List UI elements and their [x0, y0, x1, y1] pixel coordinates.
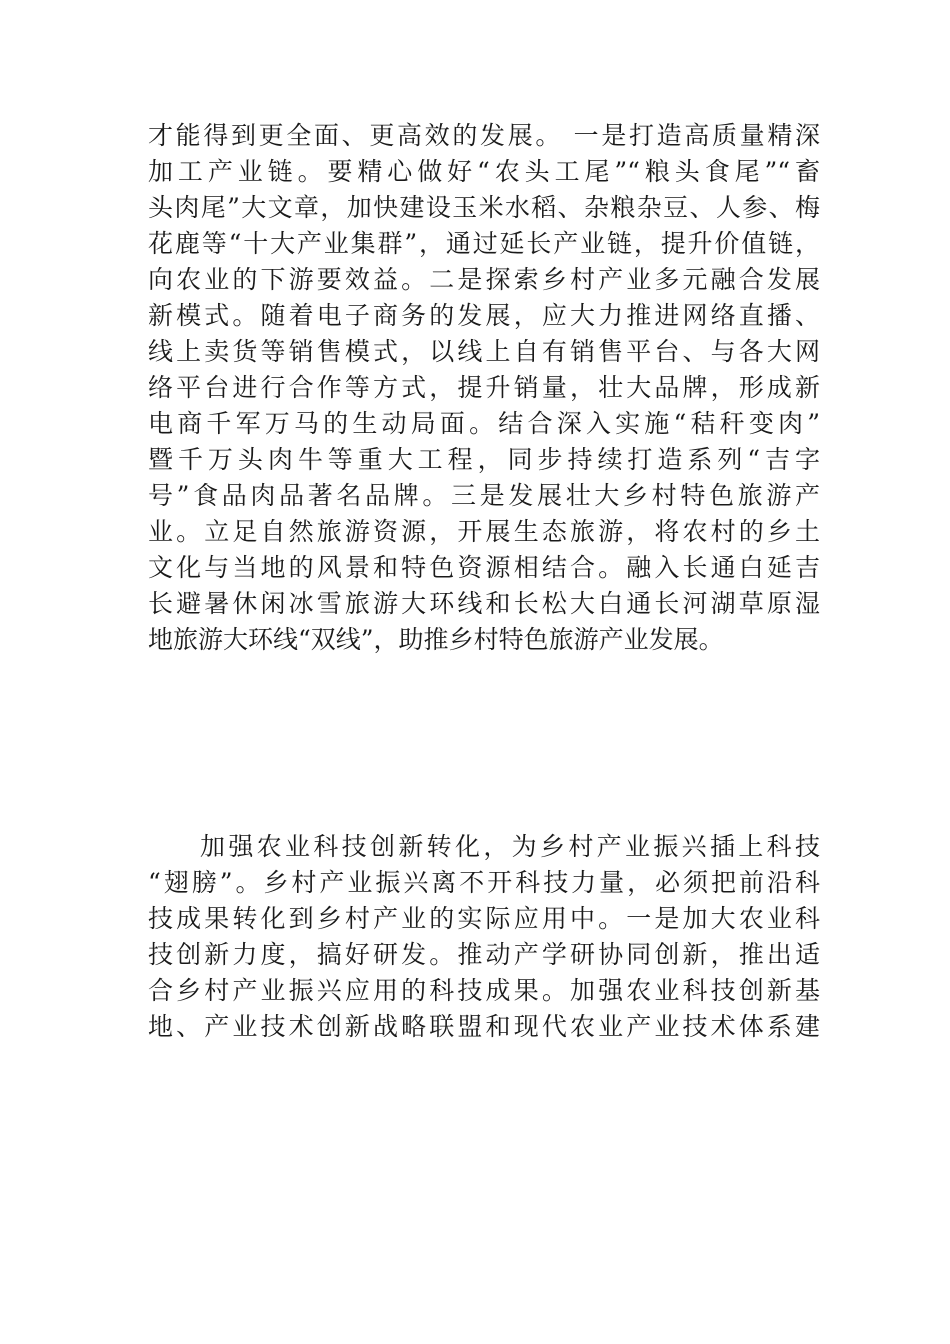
paragraph-line: 电商千军万马的生动局面。结合深入实施“秸秆变肉” — [148, 409, 820, 438]
paragraph-line: 技创新力度，搞好研发。推动产学研协同创新，推出适 — [148, 940, 820, 969]
paragraph-line: 号”食品肉品著名品牌。三是发展壮大乡村特色旅游产 — [148, 481, 820, 510]
paragraph-line: 加工产业链。要精心做好“农头工尾”“粮头食尾”“畜 — [148, 157, 820, 186]
paragraph-line: “翅膀”。乡村产业振兴离不开科技力量，必须把前沿科 — [148, 868, 820, 897]
paragraph-line: 暨千万头肉牛等重大工程，同步持续打造系列“吉字 — [148, 445, 820, 474]
paragraph-line: 络平台进行合作等方式，提升销量，壮大品牌，形成新 — [148, 373, 820, 402]
paragraph-line: 业。立足自然旅游资源，开展生态旅游，将农村的乡土 — [148, 517, 820, 546]
paragraph-line: 技成果转化到乡村产业的实际应用中。一是加大农业科 — [148, 904, 820, 933]
paragraph-2 — [148, 829, 820, 1045]
paragraph-line: 向农业的下游要效益。二是探索乡村产业多元融合发展 — [148, 265, 820, 294]
paragraph-line: 地、产业技术创新战略联盟和现代农业产业技术体系建 — [148, 1012, 820, 1041]
paragraph-line: 地旅游大环线“双线”，助推乡村特色旅游产业发展。 — [148, 625, 724, 654]
paragraph-line: 新模式。随着电子商务的发展，应大力推进网络直播、 — [148, 301, 820, 330]
paragraph-1 — [148, 118, 820, 658]
paragraph-line: 花鹿等“十大产业集群”，通过延长产业链，提升价值链， — [148, 229, 820, 258]
paragraph-line: 合乡村产业振兴应用的科技成果。加强农业科技创新基 — [148, 976, 820, 1005]
paragraph-line: 加强农业科技创新转化，为乡村产业振兴插上科技 — [200, 832, 820, 861]
paragraph-line: 线上卖货等销售模式，以线上自有销售平台、与各大网 — [148, 337, 820, 366]
paragraph-line: 长避暑休闲冰雪旅游大环线和长松大白通长河湖草原湿 — [148, 589, 820, 618]
paragraph-line: 文化与当地的风景和特色资源相结合。融入长通白延吉 — [148, 553, 820, 582]
paragraph-line: 头肉尾”大文章，加快建设玉米水稻、杂粮杂豆、人参、梅 — [148, 193, 820, 222]
paragraph-line: 才能得到更全面、更高效的发展。 一是打造高质量精深 — [148, 121, 820, 150]
